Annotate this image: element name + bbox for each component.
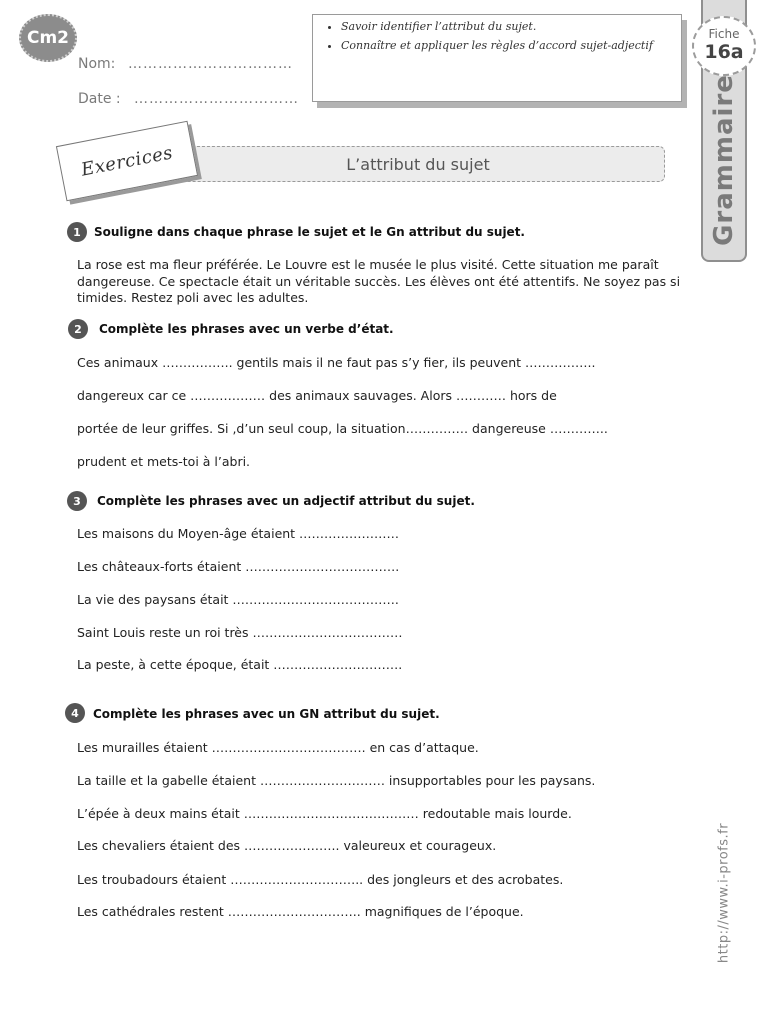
- fiche-label: Fiche: [708, 27, 740, 41]
- exercise-2-line: dangereux car ce ……………… des animaux sauvages. Alors ………… hors de: [77, 388, 557, 403]
- exercise-1-number: 1: [67, 222, 87, 242]
- date-field[interactable]: ……………………………: [134, 91, 299, 107]
- date-label: Date :: [78, 91, 121, 107]
- exercise-4-number: 4: [65, 703, 85, 723]
- exercices-card: [56, 121, 198, 202]
- exercise-4-line: Les chevaliers étaient des ………………….. valeureux et courageux.: [77, 838, 497, 853]
- lesson-title-bar: [171, 146, 665, 182]
- exercise-4-line: Les cathédrales restent ………………………….. magnifiques de l’époque.: [77, 904, 524, 919]
- exercices-label: Exercices: [79, 141, 175, 181]
- objectives-list: [325, 19, 671, 54]
- exercise-4-line: La taille et la gabelle étaient ………………………… insupportables pour les paysans.: [77, 773, 596, 788]
- exercise-4-line: Les murailles étaient ………………………………. en cas d’attaque.: [77, 740, 479, 755]
- exercise-3-line: Les châteaux-forts étaient ……………………………….: [77, 559, 400, 574]
- exercise-2-instruction: Complète les phrases avec un verbe d’état.: [99, 322, 394, 336]
- name-field[interactable]: ……………………………: [128, 56, 293, 72]
- exercise-1-instruction: Souligne dans chaque phrase le sujet et le Gn attribut du sujet.: [94, 225, 525, 239]
- exercise-2-number: 2: [68, 319, 88, 339]
- objective-item: • Savoir identifier l’attribut du sujet.: [341, 19, 671, 35]
- fiche-number: 16a: [704, 41, 744, 63]
- site-url: http://www.i-profs.fr: [716, 822, 732, 964]
- objectives-box: [312, 14, 682, 102]
- name-label: Nom:: [78, 56, 116, 72]
- exercise-4-line: L’épée à deux mains était …………………………………… redoutable mais lourde.: [77, 806, 572, 821]
- exercise-2-line: portée de leur griffes. Si ,d’un seul coup, la situation…………… dangereuse …………..: [77, 421, 608, 436]
- exercise-2-line: prudent et mets-toi à l’abri.: [77, 454, 251, 469]
- level-badge: Cm2: [19, 14, 77, 62]
- lesson-title: L’attribut du sujet: [346, 154, 490, 174]
- exercise-3-line: Les maisons du Moyen-âge étaient ……………………: [77, 526, 400, 541]
- exercise-2-line: Ces animaux …………….. gentils mais il ne faut pas s’y fier, ils peuvent ……………..: [77, 355, 596, 370]
- fiche-badge: [692, 16, 756, 76]
- exercise-3-line: La vie des paysans était ………………………………….: [77, 592, 399, 607]
- exercise-4-line: Les troubadours étaient ………………………….. des jongleurs et des acrobates.: [77, 872, 564, 887]
- exercise-3-line: La peste, à cette époque, était ………………………….: [77, 657, 403, 672]
- subject-label: Grammaire: [709, 74, 739, 246]
- objective-item: • Connaître et appliquer les règles d’accord sujet-adjectif: [341, 38, 671, 54]
- exercise-4-instruction: Complète les phrases avec un GN attribut du sujet.: [93, 707, 440, 721]
- exercise-1-text: La rose est ma fleur préférée. Le Louvre est le musée le plus visité. Cette situation me paraît dangereuse. Ce spectacle était un véritable succès. Les élèves ont été attentifs. Ne soyez pas si timides. Restez poli avec les adultes.: [77, 257, 681, 305]
- exercise-3-instruction: Complète les phrases avec un adjectif attribut du sujet.: [97, 494, 475, 508]
- exercise-3-number: 3: [67, 491, 87, 511]
- exercise-3-line: Saint Louis reste un roi très ………………………………: [77, 625, 403, 640]
